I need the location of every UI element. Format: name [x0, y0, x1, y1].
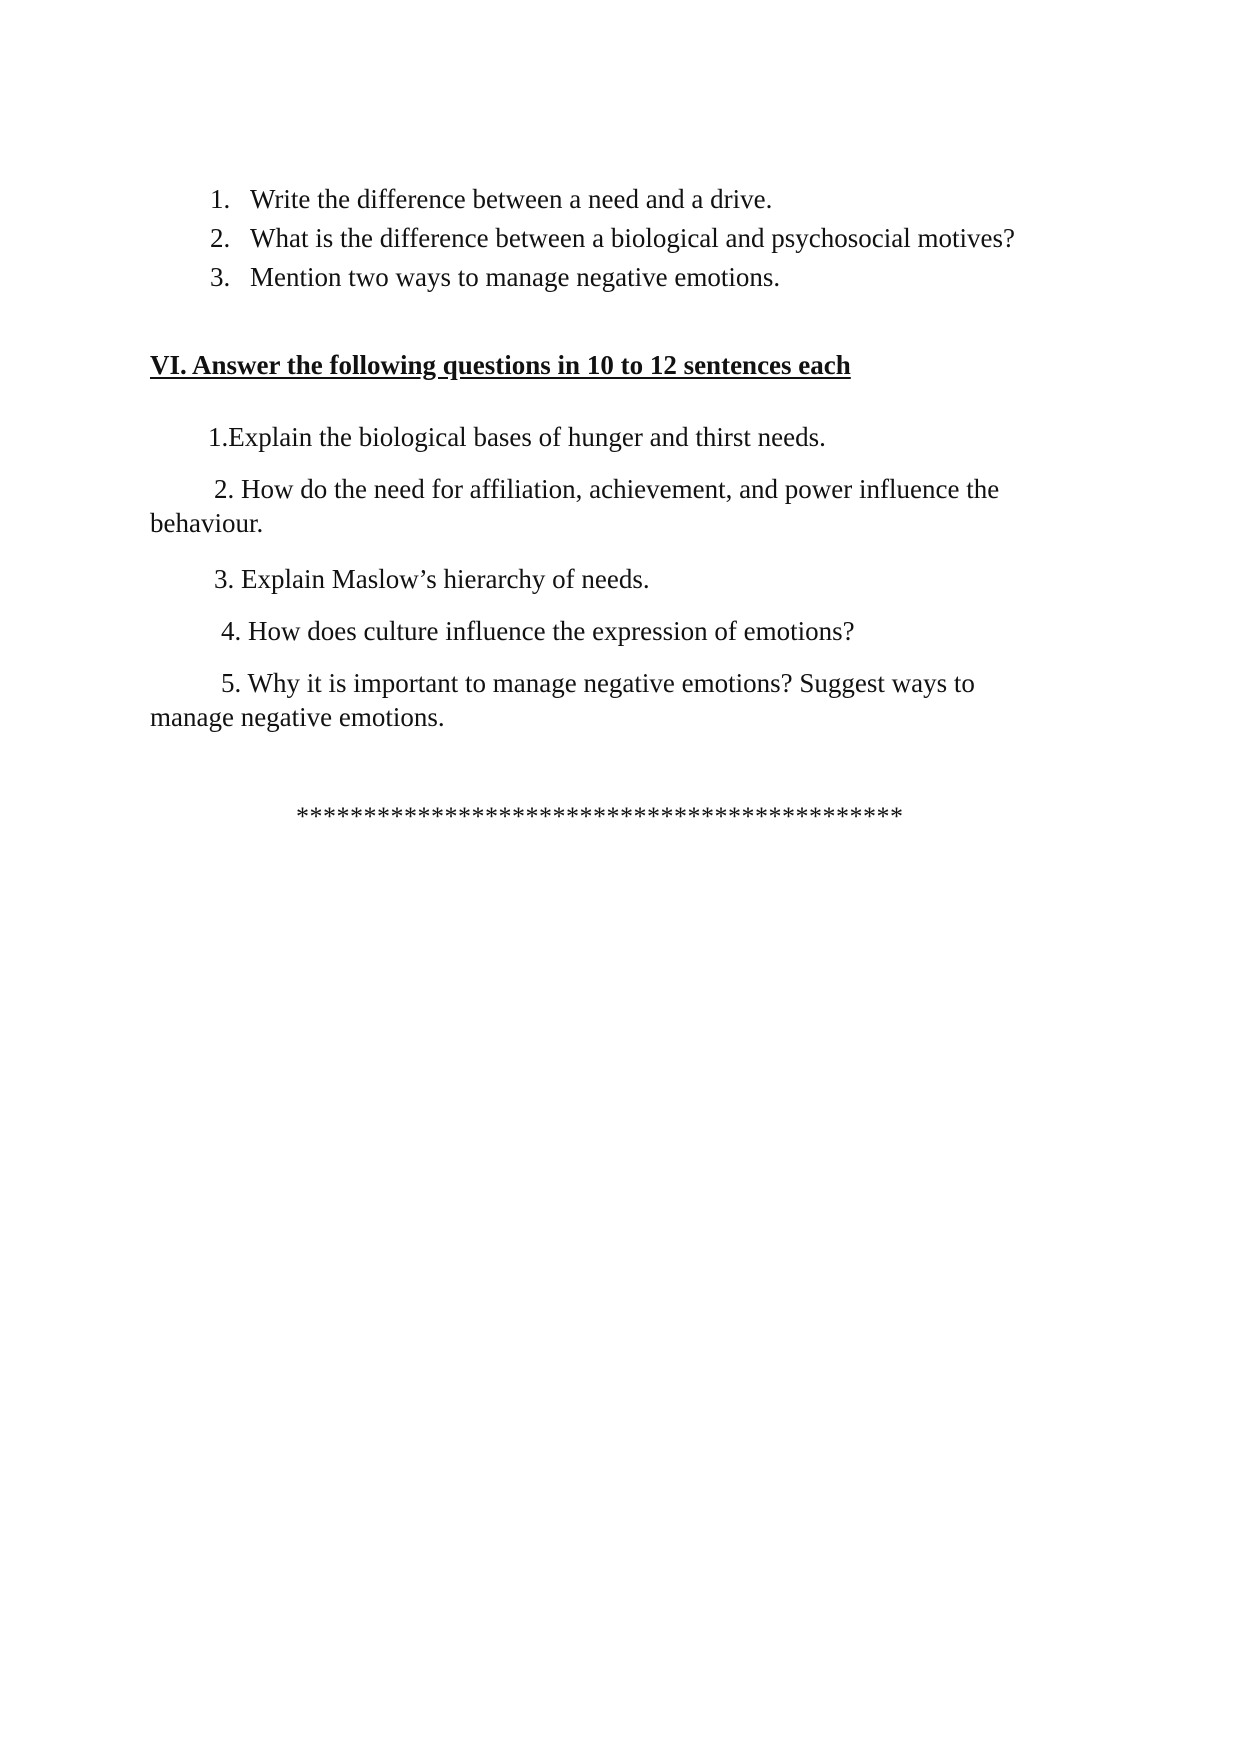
long-question-1 — [150, 420, 1090, 454]
question-number: 2. — [210, 223, 231, 253]
long-question-4 — [150, 614, 1090, 648]
short-answer-question-list — [210, 180, 1015, 297]
end-of-section-marker: ********************************************* — [296, 802, 904, 831]
question-text: 1.Explain the biological bases of hunger and thirst needs. — [208, 422, 826, 452]
question-text: 5. Why it is important to manage negative emotions? Suggest ways to manage negative emotions. — [150, 668, 975, 732]
long-question-5 — [150, 666, 1050, 734]
question-text: 4. How does culture influence the expression of emotions? — [221, 616, 855, 646]
question-number: 1. — [210, 184, 231, 214]
question-number: 3. — [210, 262, 231, 292]
long-question-3 — [150, 562, 1090, 596]
question-text: 2. How do the need for affiliation, achievement, and power influence the behaviour. — [150, 474, 1000, 538]
section-vi-heading: VI. Answer the following questions in 10 to 12 sentences each — [150, 350, 851, 380]
question-text: 3. Explain Maslow’s hierarchy of needs. — [214, 564, 650, 594]
list-item — [210, 180, 1015, 219]
question-text: Mention two ways to manage negative emotions. — [250, 262, 781, 292]
question-text: What is the difference between a biological and psychosocial motives? — [250, 223, 1015, 253]
list-item — [210, 258, 1015, 297]
list-item — [210, 219, 1015, 258]
question-text: Write the difference between a need and a drive. — [250, 184, 773, 214]
long-question-2 — [150, 472, 1090, 540]
